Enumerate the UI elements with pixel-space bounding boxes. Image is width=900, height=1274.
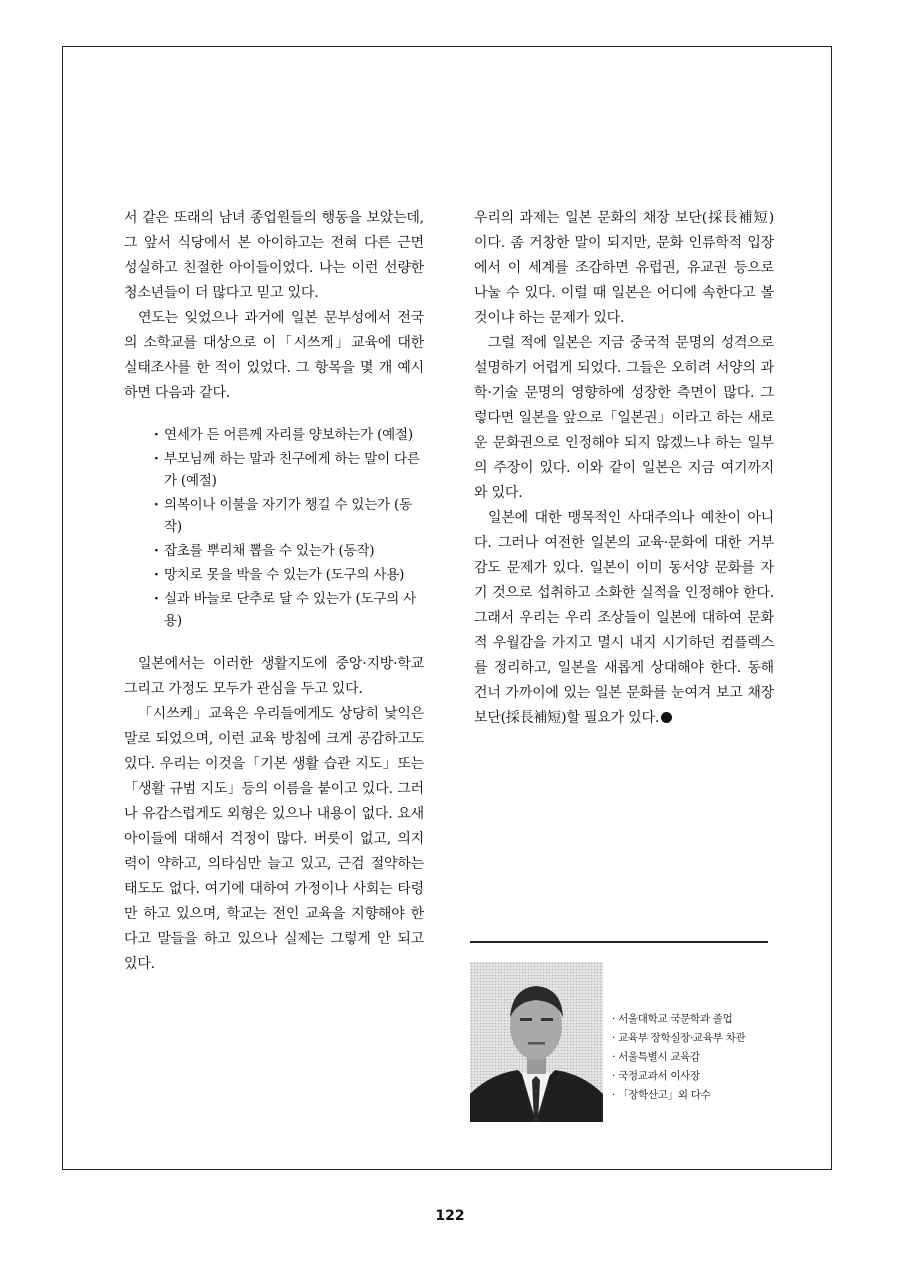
bio-item: · 「장학산고」외 다수: [612, 1086, 792, 1105]
list-item: · 잡초를 뿌리채 뽑을 수 있는가 (동작): [154, 540, 424, 562]
article-right-column: [474, 206, 774, 731]
list-item: · 의복이나 이불을 자기가 챙길 수 있는가 (동작): [154, 494, 424, 538]
survey-item-list: [124, 424, 424, 632]
page-number: 122: [435, 1208, 465, 1224]
author-portrait-photo: [470, 962, 603, 1122]
left-paragraph-1: 서 같은 또래의 남녀 종업원들의 행동을 보았는데, 그 앞서 식당에서 본 아이하고는 전혀 다른 근면 성실하고 친절한 아이들이었다. 나는 이런 선량한 청소년들이 더 많다고 믿고 있다.: [124, 210, 424, 301]
portrait-illustration: [470, 962, 603, 1122]
right-paragraph-2: 그럴 적에 일본은 지금 중국적 문명의 성격으로 설명하기 어렵게 되었다. 그들은 오히려 서양의 과학·기술 문명의 영향하에 성장한 측면이 많다. 그렇다면 일본을 앞으로「일본권」이라고 하는 새로운 문화권으로 인정해야 되지 않겠느냐 하는 일부의 주장이 있다. 이와 같이 일본은 지금 여기까지 와 있다.: [474, 335, 774, 501]
right-paragraph-1: 우리의 과제는 일본 문화의 채장 보단(採長補短)이다. 좀 거창한 말이 되지만, 문화 인류학적 입장에서 이 세계를 조감하면 유럽권, 유교권 등으로 나눌 수 있다. 이럴 때 일본은 어디에 속한다고 볼 것이냐 하는 문제가 있다.: [474, 210, 774, 326]
list-item: · 망치로 못을 박을 수 있는가 (도구의 사용): [154, 564, 424, 586]
bio-item: · 서울대학교 국문학과 졸업: [612, 1010, 792, 1029]
right-paragraph-3-text: 일본에 대한 맹목적인 사대주의나 예찬이 아니다. 그러나 여전한 일본의 교육·문화에 대한 거부감도 문제가 있다. 일본이 이미 동서양 문화를 자기 것으로 섭취하고 소화한 실적을 인정해야 한다. 그래서 우리는 우리 조상들이 일본에 대하여 문화적 우월감을 가지고 멸시 내지 시기하던 컴플렉스를 정리하고, 일본을 새롭게 상대해야 한다. 동해 건너 가까이에 있는 일본 문화를 눈여겨 보고 채장보단(採長補短)할 필요가 있다.: [474, 510, 774, 726]
list-item: · 연세가 든 어른께 자리를 양보하는가 (예절): [154, 424, 424, 446]
end-mark-icon: [661, 712, 672, 723]
list-item: · 실과 바늘로 단추로 달 수 있는가 (도구의 사용): [154, 588, 424, 632]
author-divider-line: [470, 941, 768, 943]
bio-item: · 국정교과서 이사장: [612, 1067, 792, 1086]
author-bio-list: [612, 1010, 792, 1105]
right-paragraph-3: [474, 506, 774, 731]
left-paragraph-4: 「시쓰케」교육은 우리들에게도 상당히 낯익은 말로 되었으며, 이런 교육 방침에 크게 공감하고도 있다. 우리는 이것을「기본 생활 습관 지도」또는「생활 규범 지도」등의 이름을 붙이고 있다. 그러나 유감스럽게도 외형은 있으나 내용이 없다. 요새 아이들에 대해서 걱정이 많다. 버릇이 없고, 의지력이 약하고, 의타심만 늘고 있고, 근검 절약하는 태도도 없다. 여기에 대하여 가정이나 사회는 타령만 하고 있으며, 학교는 전인 교육을 지향해야 한다고 말들을 하고 있으나 실제는 그렇게 안 되고 있다.: [124, 706, 424, 972]
bio-item: · 교육부 장학실장·교육부 차관: [612, 1029, 792, 1048]
article-left-column: [124, 206, 424, 977]
bio-item: · 서울특별시 교육감: [612, 1048, 792, 1067]
left-paragraph-3: 일본에서는 이러한 생활지도에 중앙·지방·학교 그리고 가정도 모두가 관심을 두고 있다.: [124, 656, 424, 697]
list-item: · 부모님께 하는 말과 친구에게 하는 말이 다른가 (예절): [154, 448, 424, 492]
left-paragraph-2: 연도는 잊었으나 과거에 일본 문부성에서 전국의 소학교를 대상으로 이「시쓰게」교육에 대한 실태조사를 한 적이 있었다. 그 항목을 몇 개 예시하면 다음과 같다.: [124, 310, 424, 401]
